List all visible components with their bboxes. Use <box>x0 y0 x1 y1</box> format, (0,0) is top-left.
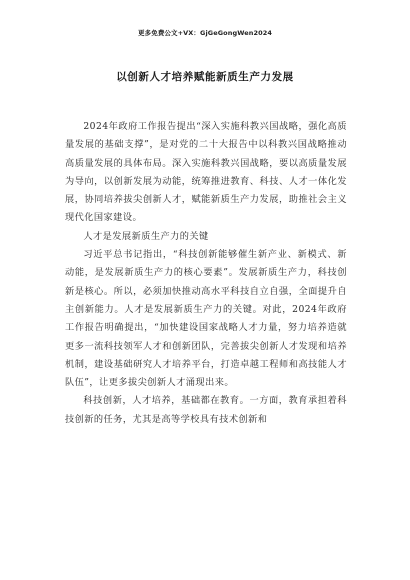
header-note: 更多免费公文+VX：GjGeGongWen2024 <box>138 29 272 37</box>
paragraph-intro: 2024年政府工作报告提出“深入实施科教兴国战略，强化高质量发展的基础支撑”，是对党的二十大报告中以科教兴国战略推动高质量发展的具体布局。深入实施科教兴国战略，要以高质量发展为导向，以创新发展为动能，统筹推进教育、科技、人才一体化发展，协同培养拔尖创新人才，赋能新质生产力发展，助推社会主义现代化国家建设。 <box>65 121 347 224</box>
document-body <box>65 118 347 429</box>
paragraph-talent: 习近平总书记指出，“科技创新能够催生新产业、新模式、新动能，是发展新质生产力的核心要素”。发展新质生产力，科技创新是核心。所以，必须加快推动高水平科技自立自强，全面提升自主创新能力。人才是发展新质生产力的关键。对此，2024年政府工作报告明确提出，“加快建设国家战略人才力量，努力培养造就更多一流科技领军人才和创新团队，完善拔尖创新人才发现和培养机制，建设基础研究人才培养平台，打造卓越工程师和高技能人才队伍”，让更多拔尖创新人才涌现出来。 <box>65 249 347 389</box>
document-title: 以创新人才培养赋能新质生产力发展 <box>116 71 294 83</box>
paragraph-education: 科技创新，人才培养，基础都在教育。一方面，教育承担着科技创新的任务，尤其是高等学校具有技术创新和 <box>65 395 347 425</box>
section-subheading: 人才是发展新质生产力的关键 <box>83 230 209 242</box>
